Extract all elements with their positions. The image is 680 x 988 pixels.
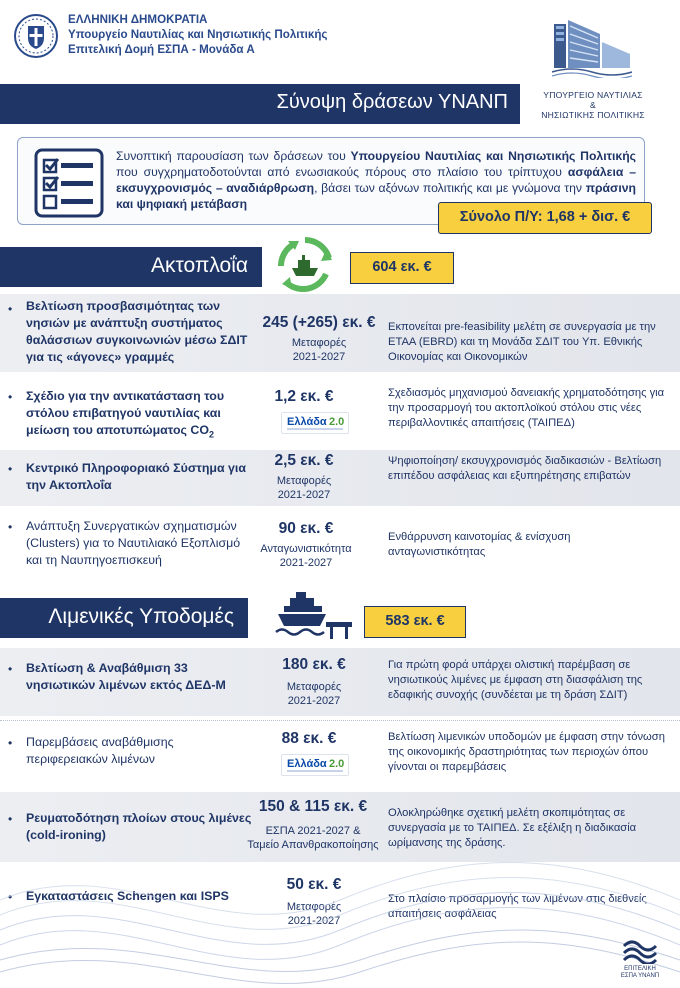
action-description: Σχεδιασμός μηχανισμού δανειακής χρηματοδότησης για την προσαρμογή του ακτοπλοϊκού στόλου στις νέες περιβαλλοντικές απαιτήσεις (ΤΑΙΠΕΔ) xyxy=(388,387,665,429)
action-title: Παρεμβάσεις αναβάθμισης περιφερειακών λιμένων xyxy=(26,735,174,766)
section-amount-ferries: 604 εκ. € xyxy=(350,252,454,284)
action-description: Εκπονείται pre-feasibility μελέτη σε συνεργασία με την ΕΤΑΑ (EBRD) και τη Μονάδα ΣΔΙΤ του Υπ. Εθνικής Οικονομίας και Οικονομικών xyxy=(388,321,656,363)
action-title xyxy=(26,388,258,443)
action-amount: 2,5 εκ. € xyxy=(274,452,334,469)
bullet: • xyxy=(8,736,13,750)
bullet: • xyxy=(8,662,13,676)
ministry-logo-text xyxy=(528,90,658,120)
funding-program: ΕΣΠΑ 2021-2027 & Ταμείο Απανθρακοποίησης xyxy=(247,825,379,851)
recycle-ship-icon xyxy=(274,236,336,294)
greece-2-0-logo-text: Ελλάδα xyxy=(287,758,327,770)
intro-text-bold: ασφάλεια – εκσυγχρονισμός – αναδιάρθρωση xyxy=(116,165,637,195)
intro-text-part: , βάσει των αξόνων πολιτικής και με γνώμονα την xyxy=(314,181,586,195)
action-description: Ενθάρρυνση καινοτομίας & ενίσχυση ανταγωνιστικότητας xyxy=(388,531,571,558)
funding-program: Μεταφορές 2021-2027 xyxy=(286,901,342,927)
greece-2-0-logo-number: 2.0 xyxy=(329,758,345,770)
action-amount: 150 & 115 εκ. € xyxy=(258,798,368,815)
section-header-ferries xyxy=(0,247,262,287)
action-row xyxy=(0,648,680,716)
funding-program: Μεταφορές 2021-2027 xyxy=(276,475,332,501)
greece-2-0-logo-text: Ελλάδα xyxy=(287,416,327,428)
logo-underline xyxy=(287,770,343,772)
logo-underline xyxy=(287,428,343,430)
header-line-1: ΕΛΛΗΝΙΚΗ ΔΗΜΟΚΡΑΤΙΑ xyxy=(68,13,208,26)
action-amount: 50 εκ. € xyxy=(286,876,342,893)
action-amount: 90 εκ. € xyxy=(278,520,334,537)
intro-text-part: που συγχρηματοδοτούνται από ενωσιακούς πόρους στο πλαίσιο του τρίπτυχου xyxy=(116,165,568,179)
action-description: Στο πλαίσιο προσαρμογής των λιμένων στις διεθνείς απαιτήσεις ασφάλειας xyxy=(388,893,647,920)
page-title: Σύνοψη δράσεων ΥΝΑΝΠ xyxy=(276,91,508,113)
footer-logo-text: ΕΠΙΤΕΛΙΚΗ ΕΣΠΑ ΥΝΑΝΠ xyxy=(620,966,660,979)
action-row xyxy=(0,870,680,934)
row-divider xyxy=(0,720,680,721)
intro-text-bold: Υπουργείου Ναυτιλίας και Νησιωτικής Πολιτικής xyxy=(350,149,636,163)
bullet: • xyxy=(8,520,13,534)
action-title: Ανάπτυξη Συνεργατικών σχηματισμών (Clusters) για το Ναυτιλιακό Εξοπλισμό και τη Ναυπηγοεπισκευή xyxy=(26,519,241,567)
section-title: Λιμενικές Υποδομές xyxy=(48,605,234,628)
total-budget-badge: Σύνολο Π/Υ: 1,68 + δισ. € xyxy=(438,202,652,234)
action-row xyxy=(0,724,680,788)
action-title: Εγκαταστάσεις Schengen και ISPS xyxy=(26,889,229,903)
action-amount: 245 (+265) εκ. € xyxy=(262,314,376,331)
greece-2-0-logo xyxy=(281,412,349,434)
bullet: • xyxy=(8,812,13,826)
action-title: Βελτίωση & Αναβάθμιση 33 νησιωτικών λιμένων εκτός ΔΕΔ-Μ xyxy=(26,661,226,692)
action-title-text: Σχέδιο για την αντικατάσταση του στόλου επιβατηγού ναυτιλίας και μείωση του αποτυπώματος CO xyxy=(26,389,225,437)
section-amount-ports: 583 εκ. € xyxy=(364,606,466,638)
ministry-logo-line-2: ΝΗΣΙΩΤΙΚΗΣ ΠΟΛΙΤΙΚΗΣ xyxy=(541,110,645,120)
funding-program: Μεταφορές 2021-2027 xyxy=(291,337,347,363)
action-row xyxy=(0,792,680,862)
action-row xyxy=(0,514,680,576)
funding-program: Ανταγωνιστικότητα 2021-2027 xyxy=(260,543,352,569)
header-text xyxy=(68,12,327,57)
action-row xyxy=(0,450,680,506)
action-amount: 1,2 εκ. € xyxy=(274,388,334,405)
action-description: Βελτίωση λιμενικών υποδομών με έμφαση στην τόνωση της οικονομικής δραστηριότητας των περιοχών όπου γίνονται οι παρεμβάσεις xyxy=(388,731,665,773)
action-amount: 88 εκ. € xyxy=(281,730,337,747)
action-title-subscript: 2 xyxy=(209,429,215,440)
action-amount: 180 εκ. € xyxy=(282,656,346,673)
action-title: Βελτίωση προσβασιμότητας των νησιών με ανάπτυξη συστήματος θαλάσσιων συγκοινωνιών μέσω ΣΔΙΤ για τις «άγονες» γραμμές xyxy=(26,299,248,364)
action-title: Ρευματοδότηση πλοίων στους λιμένες (cold-ironing) xyxy=(26,811,252,842)
bullet: • xyxy=(8,462,13,476)
footer-logo xyxy=(616,938,672,982)
header-line-3: Επιτελική Δομή ΕΣΠΑ - Μονάδα Α xyxy=(68,43,255,56)
greece-2-0-logo xyxy=(281,754,349,776)
title-bar xyxy=(0,84,520,124)
ministry-logo xyxy=(528,12,658,122)
action-description: Ψηφιοποίηση/ εκσυγχρονισμός διαδικασιών - Βελτίωση επιπέδου ασφάλειας και εξυπηρέτησης επιβατών xyxy=(388,455,662,482)
header-line-2: Υπουργείο Ναυτιλίας και Νησιωτικής Πολιτικής xyxy=(68,28,328,41)
section-title: Ακτοπλοΐα xyxy=(150,254,248,277)
action-description: Ολοκληρώθηκε σχετική μελέτη σκοπιμότητας σε συνεργασία με το ΤΑΙΠΕΔ. Σε εξέλιξη η διαδικασία ωρίμανσης της δράσης. xyxy=(388,807,637,849)
greece-2-0-logo-number: 2.0 xyxy=(329,416,345,428)
action-row xyxy=(0,380,680,446)
action-row xyxy=(0,294,680,372)
greek-coat-of-arms-icon xyxy=(13,13,59,59)
action-title: Κεντρικό Πληροφοριακό Σύστημα για την Ακτοπλοΐα xyxy=(26,461,246,492)
ministry-building-icon xyxy=(552,16,632,78)
intro-text-part: Συνοπτική παρουσίαση των δράσεων του xyxy=(116,149,351,163)
bullet: • xyxy=(8,890,13,904)
port-ship-icon xyxy=(272,588,352,640)
ministry-logo-line-1: ΥΠΟΥΡΓΕΙΟ ΝΑΥΤΙΛΙΑΣ xyxy=(543,90,643,100)
intro-text-bold: πράσινη και ψηφιακή μετάβαση xyxy=(116,181,636,211)
bullet: • xyxy=(8,302,13,316)
bullet: • xyxy=(8,390,13,404)
funding-program: Μεταφορές 2021-2027 xyxy=(286,681,342,707)
action-description: Για πρώτη φορά υπάρχει ολιστική παρέμβαση σε νησιωτικούς λιμένες με έμφαση στη διασφάλιση της εδαφικής συνοχής (συνδέεται με τη δράση ΣΔΙΤ) xyxy=(388,659,643,701)
espa-wave-icon xyxy=(622,938,658,964)
ministry-logo-amp: & xyxy=(590,100,596,110)
checklist-icon xyxy=(34,148,104,218)
section-header-ports xyxy=(0,598,248,638)
